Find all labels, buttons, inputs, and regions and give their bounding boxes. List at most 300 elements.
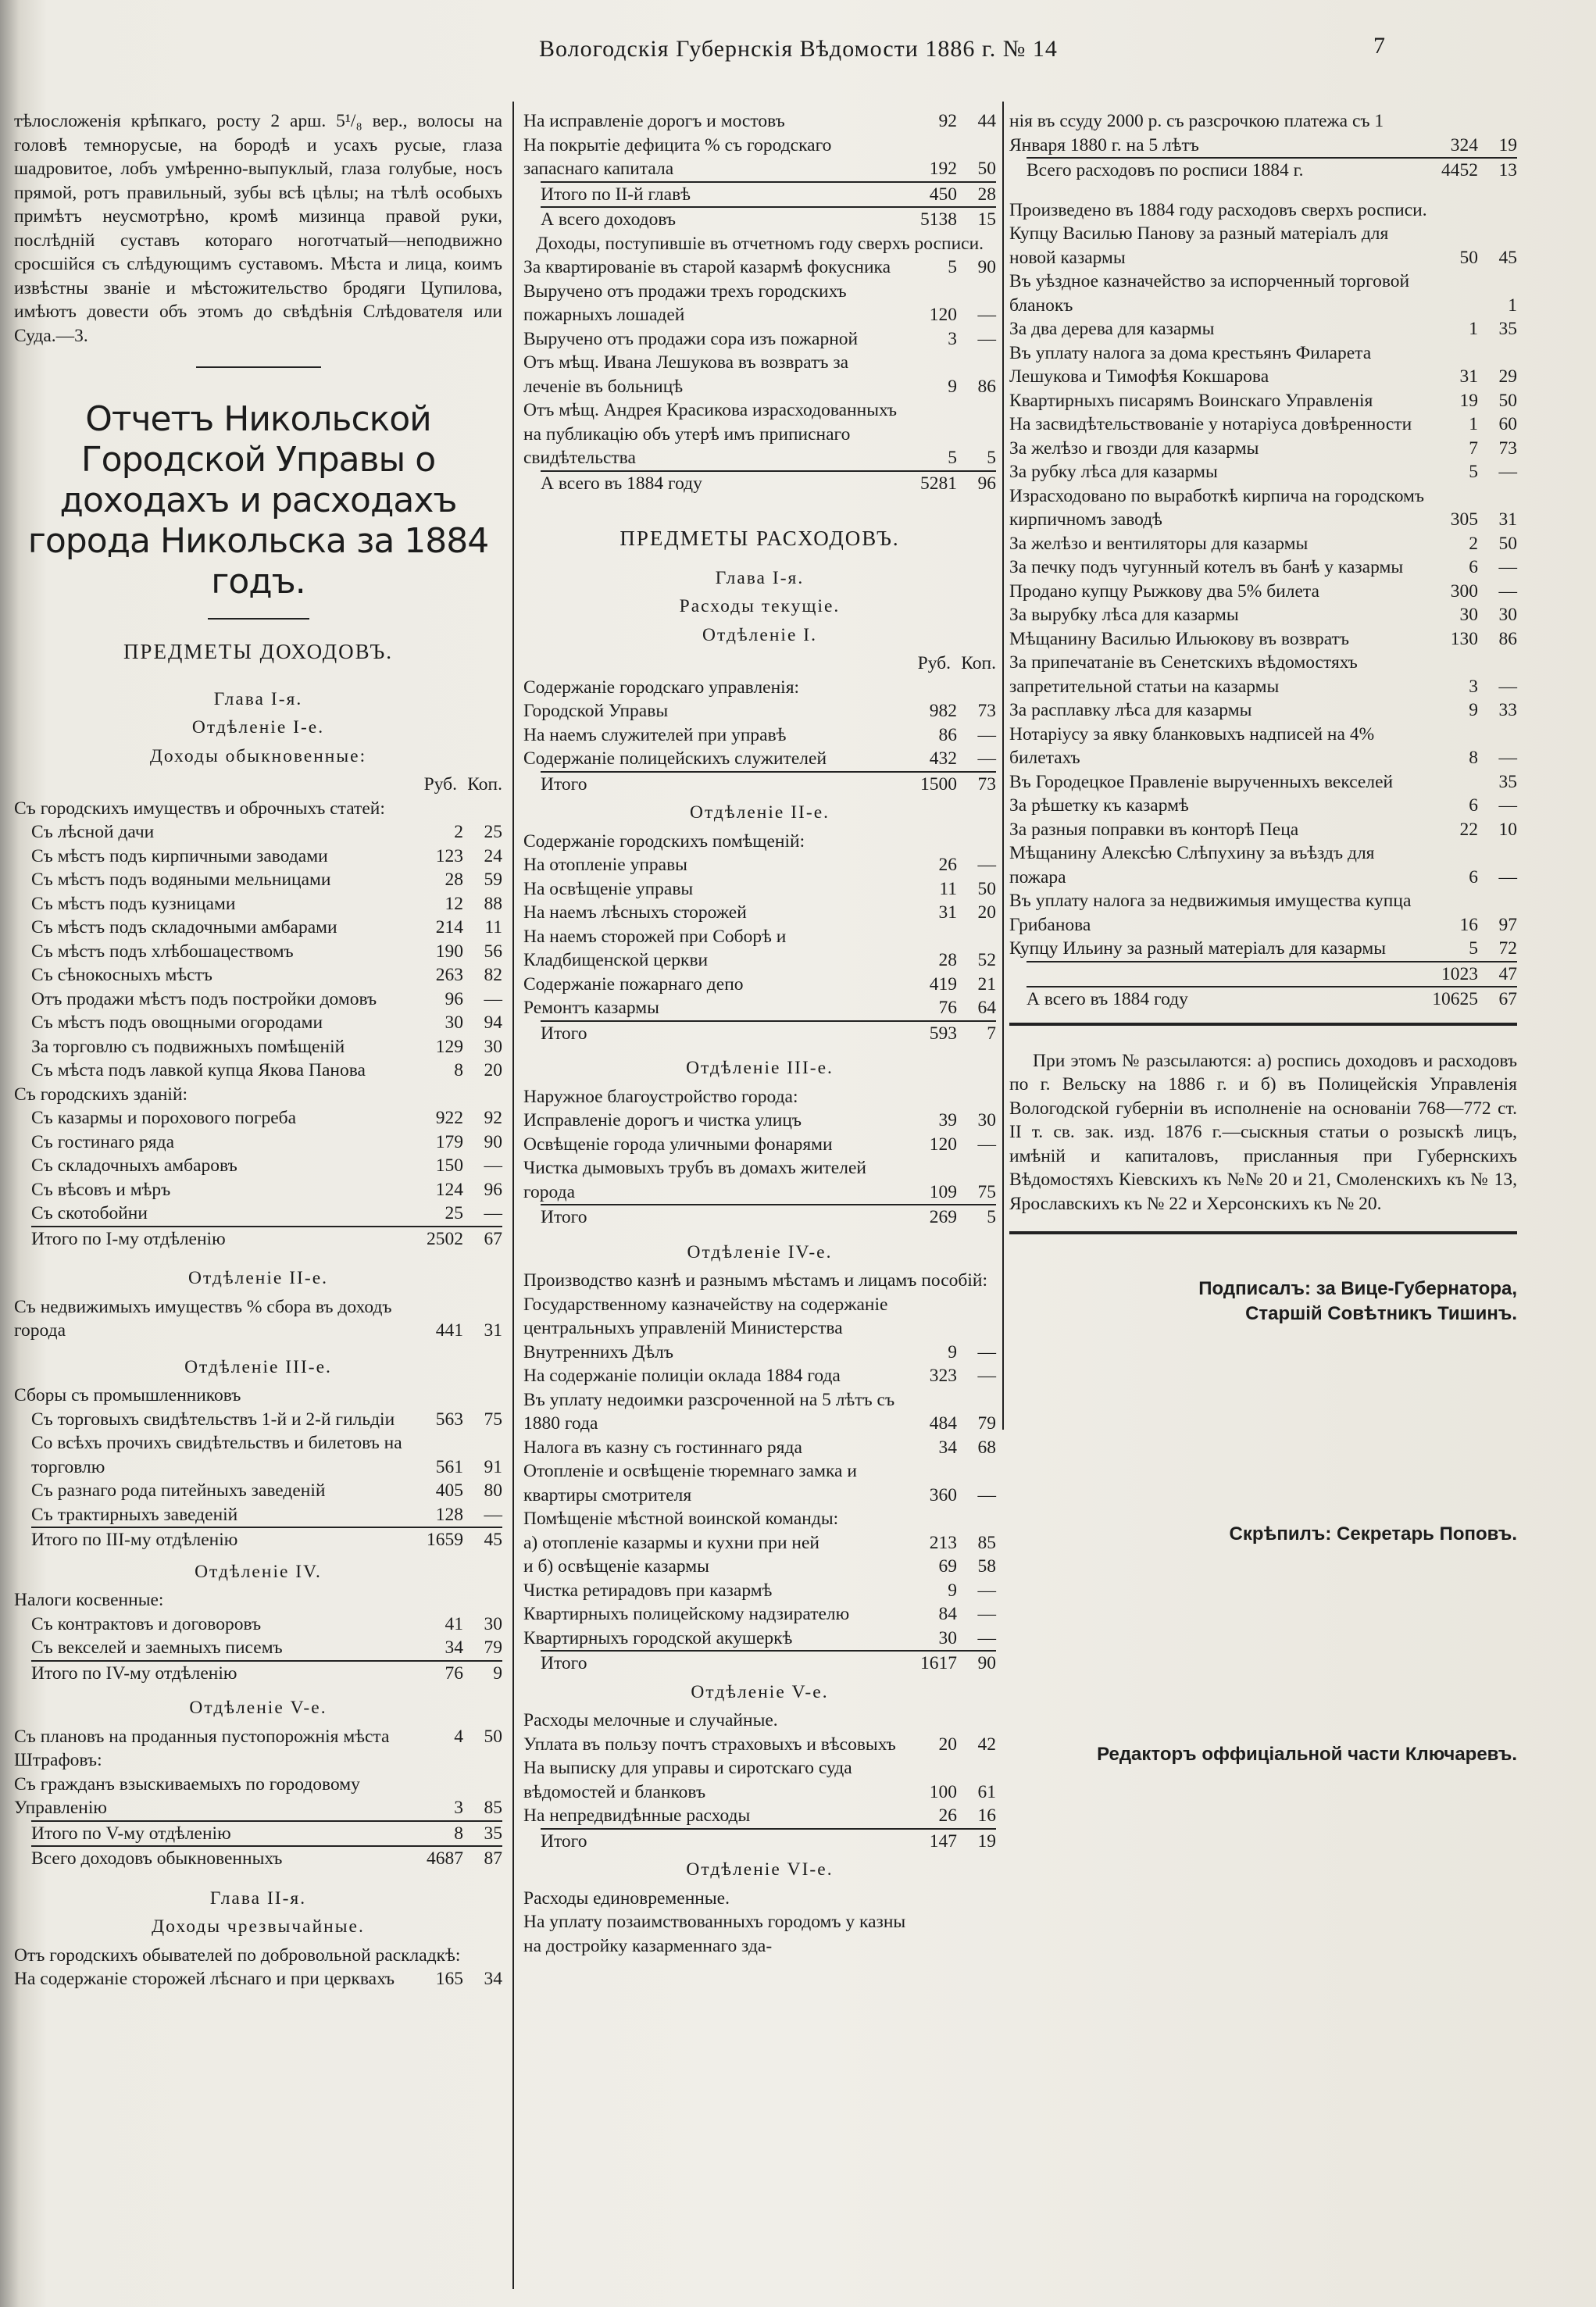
row-rubles: 7 <box>1469 437 1478 459</box>
row-label: На исправленіе дорогъ и мостовъ <box>523 111 785 131</box>
row-label: А всего въ 1884 году <box>1027 989 1188 1009</box>
row-kopecks: 50 <box>977 159 996 179</box>
row-label: За желѣзо и вентиляторы для казармы <box>1009 533 1309 554</box>
grand-total-row <box>523 470 996 496</box>
ledger-row <box>31 1130 502 1155</box>
row-rubles: 1617 <box>920 1653 957 1673</box>
row-kopecks: 72 <box>1498 938 1517 959</box>
ledger-row <box>31 1202 502 1226</box>
row-label: нія въ ссуду 2000 р. съ разсрочкою платежа съ 1 Января 1880 г. на 5 лѣтъ <box>1009 111 1384 155</box>
row-kopecks: 35 <box>1498 319 1517 339</box>
total-row <box>523 1020 996 1046</box>
ledger-row <box>31 1035 502 1059</box>
group-label: Съ городскихъ имуществъ и оброчныхъ статей: <box>14 798 385 819</box>
ledger-row <box>523 1364 996 1388</box>
row-rubles: 2 <box>454 822 463 842</box>
row-kopecks: 73 <box>977 701 996 721</box>
ledger-row <box>31 916 502 940</box>
group-label: Содержаніе городскихъ помѣщеній: <box>523 830 805 852</box>
row-kopecks: 20 <box>484 1060 502 1080</box>
ledger-row <box>523 255 996 280</box>
row-label: Съ векселей и заемныхъ писемъ <box>31 1637 283 1658</box>
row-rubles: 432 <box>929 748 957 769</box>
row-rubles: 34 <box>938 1437 957 1458</box>
row-rubles: 3 <box>948 328 957 349</box>
notice-paragraph: При этомъ № разсылаются: а) роспись доходовъ и расходовъ по г. Вельску на 1886 г. и б) въ Полицейскія Управленія Вологодской губерніи въ исполненіе на основаніи 768—772 ст. II т. св. зак. изд. 1876 г.—сыскныя статьи о розыскѣ лицъ, имѣній и капиталовъ, присланныя при Губернскихъ Вѣдомостяхъ Кіевскихъ къ №№ 20 и 21, Смоленскихъ къ № 13, Ярославскихъ къ № 22 и Херсонскихъ къ № 20. <box>1009 1050 1517 1214</box>
row-label: Съ мѣстъ подъ хлѣбошацествомъ <box>31 941 294 962</box>
row-kopecks: 58 <box>977 1556 996 1577</box>
column-1 <box>14 109 502 1991</box>
row-rubles: 179 <box>435 1131 463 1152</box>
row-kopecks: 42 <box>977 1734 996 1755</box>
ledger-row <box>31 1059 502 1083</box>
row-kopecks: — <box>1498 795 1517 816</box>
total-row <box>1009 157 1517 183</box>
grand-total-row <box>1009 986 1517 1012</box>
ledger-row <box>31 1408 502 1432</box>
row-label: Въ уплату налога за недвижимыя имущества купца Грибанова <box>1009 891 1412 935</box>
row-rubles: 5 <box>948 257 957 277</box>
row-rubles: 92 <box>938 111 957 131</box>
group-label: Расходы мелочные и случайные. <box>523 1710 778 1730</box>
row-rubles: 30 <box>1459 605 1478 625</box>
group-label: Сборы съ промышленниковъ <box>14 1385 241 1405</box>
ledger-row <box>541 1204 996 1230</box>
ledger-list <box>1009 222 1517 961</box>
group-label: Отъ городскихъ обывателей по добровольной раскладкѣ: <box>14 1945 461 1966</box>
row-label: Чистка дымовыхъ трубъ въ домахъ жителей города <box>523 1158 866 1202</box>
department-heading: Отдѣленіе I-е. <box>191 717 325 737</box>
ledger-list <box>523 1109 996 1204</box>
ledger-row <box>31 1845 502 1871</box>
row-label: Итого <box>541 1830 587 1852</box>
ledger-list <box>14 820 502 1083</box>
ledger-row <box>541 1650 996 1676</box>
row-kopecks: — <box>484 1155 502 1176</box>
chapter-heading: Глава I-я. <box>213 688 303 709</box>
row-rubles: 6 <box>1469 866 1478 887</box>
row-kopecks: 44 <box>977 111 996 131</box>
row-rubles: 5 <box>1469 938 1478 959</box>
row-label: Итого по III-му отдѣленію <box>31 1530 238 1550</box>
row-rubles: 130 <box>1450 628 1478 649</box>
row-kopecks: 80 <box>484 1480 502 1501</box>
row-label: За квартированіе въ старой казармѣ фокусника <box>523 257 891 277</box>
row-kopecks: 31 <box>484 1320 502 1341</box>
ledger-list <box>523 1910 996 1958</box>
row-kopecks: 87 <box>484 1848 502 1869</box>
row-rubles: 25 <box>445 1203 463 1223</box>
ledger-row <box>523 901 996 925</box>
row-kopecks: 16 <box>977 1805 996 1826</box>
row-rubles: 100 <box>929 1781 957 1802</box>
row-rubles: 300 <box>1450 580 1478 602</box>
ledger-list <box>523 109 996 181</box>
row-label: На непредвидѣнные расходы <box>523 1805 751 1826</box>
ledger-row <box>31 1527 502 1552</box>
row-rubles: 3 <box>454 1798 463 1818</box>
row-rubles: 593 <box>929 1023 957 1044</box>
total-row <box>523 206 996 232</box>
row-rubles: 441 <box>435 1320 463 1341</box>
row-kopecks: — <box>1498 557 1517 577</box>
department-heading: Отдѣленіе II-е. <box>690 802 830 823</box>
row-rubles: 9 <box>1469 700 1478 720</box>
ledger-row <box>541 206 996 232</box>
row-rubles: 360 <box>929 1484 957 1505</box>
row-kopecks: 25 <box>484 822 502 842</box>
signature-line: Редакторъ оффиціальной части Ключаревъ. <box>1097 1744 1517 1765</box>
ledger-row <box>523 1602 996 1627</box>
signature-line: Подписалъ: за Вице-Губернатора, <box>1198 1278 1517 1299</box>
ledger-row <box>31 1660 502 1686</box>
ledger-row <box>523 1910 996 1958</box>
row-kopecks: 59 <box>484 870 502 890</box>
ledger-row <box>523 398 996 470</box>
row-label: Въ уѣздное казначейство за испорченный торговой бланокъ <box>1009 271 1410 316</box>
row-label: Съ казармы и порохового погреба <box>31 1108 297 1128</box>
rub-header: Руб. <box>917 653 951 673</box>
row-label: За два дерева для казармы <box>1009 319 1215 339</box>
row-rubles: 69 <box>938 1556 957 1577</box>
row-rubles: 1500 <box>920 773 957 795</box>
spacer <box>1009 1245 1517 1277</box>
department-heading: Отдѣленіе III-е. <box>184 1356 332 1377</box>
ledger-row <box>523 925 996 973</box>
spacer <box>1009 1547 1517 1742</box>
row-kopecks: 5 <box>987 448 996 468</box>
row-kopecks: 68 <box>977 1437 996 1458</box>
row-kopecks: 88 <box>484 893 502 914</box>
row-label: Продано купцу Рыжкову два 5% билета <box>1009 580 1319 602</box>
row-kopecks: — <box>977 1580 996 1601</box>
row-label: На содержаніе полиціи оклада 1884 года <box>523 1366 841 1386</box>
row-rubles: 5138 <box>920 209 957 230</box>
row-label: Купцу Василью Панову за разный матеріалъ для новой казармы <box>1009 223 1389 268</box>
row-kopecks: 19 <box>1498 134 1517 155</box>
row-label: Съ разнаго рода питейныхъ заведеній <box>31 1480 326 1501</box>
row-rubles: 10625 <box>1432 989 1478 1009</box>
row-label: Итого по I-му отдѣленію <box>31 1228 226 1249</box>
section-heading: Расходы текущіе. <box>679 596 841 616</box>
row-rubles: 3 <box>1469 676 1478 697</box>
row-rubles: 2502 <box>427 1228 463 1249</box>
row-rubles: 16 <box>1459 914 1478 935</box>
row-rubles: 39 <box>938 1110 957 1130</box>
row-kopecks: 47 <box>1498 963 1517 984</box>
divider <box>196 366 321 368</box>
report-title: Отчетъ Никольской Городской Управы о доходахъ и расходахъ города Никольска за 1884 годъ. <box>27 399 489 602</box>
ledger-row <box>523 109 996 134</box>
row-kopecks: 29 <box>1498 366 1517 387</box>
ledger-row <box>523 351 996 398</box>
row-kopecks: 97 <box>1498 914 1517 935</box>
ledger-row <box>14 1725 502 1749</box>
row-rubles: 190 <box>435 941 463 962</box>
row-label: На покрытіе дефицита % съ городскаго запаснаго капитала <box>523 134 832 179</box>
ledger-row <box>541 1828 996 1854</box>
ledger-row <box>1009 603 1517 627</box>
section-heading: Доходы обыкновенные: <box>149 745 367 766</box>
row-rubles: 28 <box>445 870 463 890</box>
row-label: Ремонтъ казармы <box>523 998 659 1018</box>
row-rubles: 26 <box>938 1805 957 1826</box>
row-label: Съ торговыхъ свидѣтельствъ 1-й и 2-й гильдіи <box>31 1409 395 1430</box>
row-kopecks: — <box>977 855 996 875</box>
row-kopecks: 67 <box>484 1228 502 1249</box>
row-label: Съ мѣстъ подъ складочными амбарами <box>31 917 337 937</box>
row-label: Итого <box>541 773 587 795</box>
row-rubles: 5 <box>1469 462 1478 482</box>
ledger-row <box>1027 961 1517 987</box>
row-kopecks: 92 <box>484 1108 502 1128</box>
row-rubles: 263 <box>435 965 463 985</box>
row-label: На наемъ лѣсныхъ сторожей <box>523 902 747 923</box>
ledger-row <box>31 868 502 892</box>
ledger-row <box>523 1436 996 1460</box>
row-rubles: 982 <box>929 701 957 721</box>
spacer <box>1009 1327 1517 1522</box>
row-label: Съ складочныхъ амбаровъ <box>31 1155 237 1176</box>
row-kopecks: — <box>977 1134 996 1155</box>
ledger-row <box>31 892 502 916</box>
row-label: Мѣщанину Василью Ильюкову въ возвратъ <box>1009 628 1349 649</box>
department-heading: Отдѣленіе III-е. <box>686 1058 834 1078</box>
ledger-row <box>1009 460 1517 484</box>
row-kopecks: 73 <box>977 773 996 795</box>
total-row <box>523 181 996 207</box>
group-label: Доходы, поступившіе въ отчетномъ году сверхъ росписи. <box>535 233 984 254</box>
row-kopecks: 56 <box>484 941 502 962</box>
ledger-row <box>31 1226 502 1252</box>
row-rubles: 30 <box>445 1012 463 1033</box>
row-kopecks: — <box>977 1341 996 1362</box>
row-kopecks: 61 <box>977 1781 996 1802</box>
row-label: Съ скотобойни <box>31 1203 148 1223</box>
row-rubles: 4452 <box>1441 160 1478 180</box>
group-label: Произведено въ 1884 году расходовъ сверхъ росписи. <box>1009 199 1427 220</box>
divider <box>1009 1023 1517 1026</box>
row-kopecks: 30 <box>484 1613 502 1634</box>
row-rubles: 31 <box>1459 366 1478 387</box>
ledger-list <box>523 1733 996 1828</box>
ledger-list <box>523 853 996 1020</box>
total-row <box>1009 961 1517 987</box>
row-label: Помѣщеніе мѣстной воинской команды: <box>523 1509 839 1529</box>
ledger-row <box>1009 317 1517 341</box>
row-rubles: 5281 <box>920 473 957 494</box>
row-rubles: 5 <box>948 448 957 468</box>
row-kopecks: 7 <box>987 1023 996 1044</box>
row-label: За разныя поправки въ конторѣ Пеца <box>1009 819 1299 840</box>
ledger-row <box>541 181 996 207</box>
column-headers <box>14 773 502 797</box>
total-row <box>14 1226 502 1252</box>
ledger-row <box>523 1388 996 1436</box>
row-kopecks: 45 <box>1498 247 1517 268</box>
ledger-row <box>523 1555 996 1579</box>
row-label: Итого <box>541 1023 587 1044</box>
ledger-list <box>14 1106 502 1226</box>
row-label: За расплавку лѣса для казармы <box>1009 700 1252 720</box>
department-heading: Отдѣленіе II-е. <box>188 1268 328 1288</box>
ledger-row <box>523 134 996 181</box>
row-rubles: 123 <box>435 845 463 866</box>
row-label: Съ мѣстъ подъ кирпичными заводами <box>31 845 328 866</box>
ledger-row <box>31 940 502 964</box>
ledger-row <box>523 1507 996 1531</box>
ledger-row <box>31 820 502 845</box>
row-rubles: 11 <box>939 878 957 899</box>
department-heading: Отдѣленіе V-е. <box>189 1698 327 1718</box>
row-label: На уплату позаимствованныхъ городомъ у казны на достройку казарменнаго зда- <box>523 1912 906 1956</box>
group-label: Производство казнѣ и разнымъ мѣстамъ и лицамъ пособій: <box>523 1270 988 1291</box>
total-row <box>523 1828 996 1854</box>
row-rubles: 8 <box>1469 748 1478 768</box>
ledger-row <box>1009 270 1517 317</box>
ledger-row <box>1009 770 1517 795</box>
row-label: Израсходовано по выработкѣ кирпича на городскомъ кирпичномъ заводѣ <box>1009 485 1425 530</box>
ledger-row <box>523 1733 996 1757</box>
ledger-row <box>523 1133 996 1157</box>
row-label: Со всѣхъ прочихъ свидѣтельствъ и билетовъ на торговлю <box>31 1433 402 1477</box>
row-label: За торговлю съ подвижныхъ помѣщеній <box>31 1036 345 1057</box>
row-label: Отъ продажи мѣстъ подъ постройки домовъ <box>31 988 377 1009</box>
row-rubles: 2 <box>1469 533 1478 554</box>
row-rubles: 1023 <box>1441 963 1478 984</box>
ledger-row <box>1009 484 1517 532</box>
row-label: Отъ мѣщ. Ивана Лешукова въ возвратъ за леченіе въ больницѣ <box>523 352 849 397</box>
row-kopecks: 64 <box>977 998 996 1018</box>
ledger-list <box>14 1408 502 1527</box>
row-kopecks: 30 <box>1498 605 1517 625</box>
ledger-row <box>1009 841 1517 889</box>
row-label: На наемъ сторожей при Соборѣ и Кладбищенской церкви <box>523 926 787 970</box>
row-kopecks: 67 <box>1498 989 1517 1009</box>
row-kopecks: — <box>977 1604 996 1624</box>
row-kopecks: 9 <box>493 1662 502 1684</box>
row-kopecks: — <box>484 988 502 1009</box>
department-heading: Отдѣленіе IV-е. <box>687 1241 833 1262</box>
row-label: Въ Городецкое Правленіе вырученныхъ векселей <box>1009 771 1394 792</box>
row-label: Государственному казначейству на содержаніе центральныхъ управленій Министерства Внутреннихъ Дѣлъ <box>523 1294 888 1362</box>
row-label: За рѣшетку къ казармѣ <box>1009 795 1189 816</box>
row-rubles: 419 <box>929 973 957 995</box>
row-label: Квартирныхъ городской акушеркѣ <box>523 1627 793 1648</box>
row-label: Уплата въ пользу почтъ страховыхъ и вѣсовыхъ <box>523 1734 896 1755</box>
row-rubles: 450 <box>929 184 957 205</box>
row-kopecks: 82 <box>484 965 502 985</box>
row-kopecks: 31 <box>1498 509 1517 530</box>
kop-header: Коп. <box>467 774 502 795</box>
row-rubles: 1659 <box>427 1530 463 1550</box>
row-rubles: 30 <box>938 1627 957 1648</box>
row-label: Квартирныхъ полицейскому надзирателю <box>523 1604 850 1624</box>
row-label: На отопленіе управы <box>523 855 687 875</box>
row-label: Налога въ казну съ гостиннаго ряда <box>523 1437 802 1458</box>
department-heading: Отдѣленіе V-е. <box>691 1681 829 1702</box>
row-rubles: 324 <box>1450 134 1478 155</box>
ledger-row <box>1009 580 1517 604</box>
row-rubles: 4 <box>454 1726 463 1747</box>
ledger-row <box>523 1531 996 1555</box>
row-rubles: 922 <box>435 1108 463 1128</box>
row-kopecks: 90 <box>484 1131 502 1152</box>
row-kopecks: 19 <box>977 1830 996 1852</box>
section-title: ПРЕДМЕТЫ РАСХОДОВЪ. <box>619 527 900 550</box>
row-label: Чистка ретирадовъ при казармѣ <box>523 1580 773 1601</box>
row-rubles: 50 <box>1459 247 1478 268</box>
row-kopecks: 91 <box>484 1456 502 1477</box>
row-kopecks: 11 <box>484 917 502 937</box>
ledger-row <box>523 996 996 1020</box>
row-kopecks: — <box>977 328 996 349</box>
row-rubles: 6 <box>1469 557 1478 577</box>
total-row <box>523 1204 996 1230</box>
ledger-row <box>523 699 996 723</box>
row-rubles: 1 <box>1469 319 1478 339</box>
ledger-row <box>31 1503 502 1527</box>
department-heading: Отдѣленіе IV. <box>195 1561 322 1582</box>
row-kopecks: — <box>484 1203 502 1223</box>
group-label: Содержаніе городскаго управленія: <box>523 677 800 698</box>
row-kopecks: 33 <box>1498 700 1517 720</box>
chapter-heading: Глава II-я. <box>209 1887 307 1909</box>
ledger-row <box>523 280 996 327</box>
row-rubles: 96 <box>445 988 463 1009</box>
row-rubles: 41 <box>445 1613 463 1634</box>
chapter-heading: Глава I-я. <box>715 567 805 588</box>
row-kopecks: 50 <box>977 878 996 899</box>
page-number: 7 <box>1373 33 1385 59</box>
row-label: За припечатаніе въ Сенетскихъ вѣдомостяхъ запретительной статьи на казармы <box>1009 652 1358 697</box>
row-label: Съ гостинаго ряда <box>31 1131 174 1152</box>
ledger-row <box>31 1154 502 1178</box>
ledger-row <box>1009 889 1517 937</box>
row-label: Содержаніе пожарнаго депо <box>523 973 744 995</box>
row-label: Съ мѣстъ подъ овощными огородами <box>31 1012 323 1033</box>
row-label: Отъ мѣщ. Андрея Красикова израсходованныхъ на публикацію объ утерѣ имъ приписнаго свидѣтельства <box>523 400 897 468</box>
ledger-row <box>1027 157 1517 183</box>
row-kopecks: 79 <box>977 1413 996 1434</box>
group-label: Съ городскихъ зданій: <box>14 1084 188 1105</box>
section-title: ПРЕДМЕТЫ ДОХОДОВЪ. <box>123 640 394 663</box>
row-rubles: 31 <box>938 902 957 923</box>
ledger-list <box>523 255 996 470</box>
ledger-row <box>1009 341 1517 389</box>
ledger-row <box>31 1106 502 1130</box>
row-rubles: 213 <box>929 1532 957 1553</box>
ledger-list <box>14 1725 502 1820</box>
row-kopecks: 5 <box>987 1207 996 1227</box>
row-kopecks: 15 <box>977 209 996 230</box>
signature-line: Старшій Совѣтникъ Тишинъ. <box>1245 1303 1517 1324</box>
row-label: Съ контрактовъ и договоровъ <box>31 1613 262 1634</box>
row-rubles: 129 <box>435 1036 463 1057</box>
kop-header: Коп. <box>961 653 996 673</box>
row-label: Выручено отъ продажи сора изъ пожарной <box>523 328 859 349</box>
ledger-row <box>1009 818 1517 842</box>
row-label: Выручено отъ продажи трехъ городскихъ пожарныхъ лошадей <box>523 280 847 325</box>
ledger-row <box>31 1820 502 1846</box>
ledger-row <box>1009 437 1517 461</box>
total-row <box>523 1650 996 1676</box>
row-label: Съ гражданъ взыскиваемыхъ по городовому Управленію <box>14 1773 360 1818</box>
row-rubles: 150 <box>435 1155 463 1176</box>
row-rubles: 563 <box>435 1409 463 1430</box>
row-kopecks: 30 <box>484 1036 502 1057</box>
group-label: Налоги косвенные: <box>14 1590 164 1610</box>
